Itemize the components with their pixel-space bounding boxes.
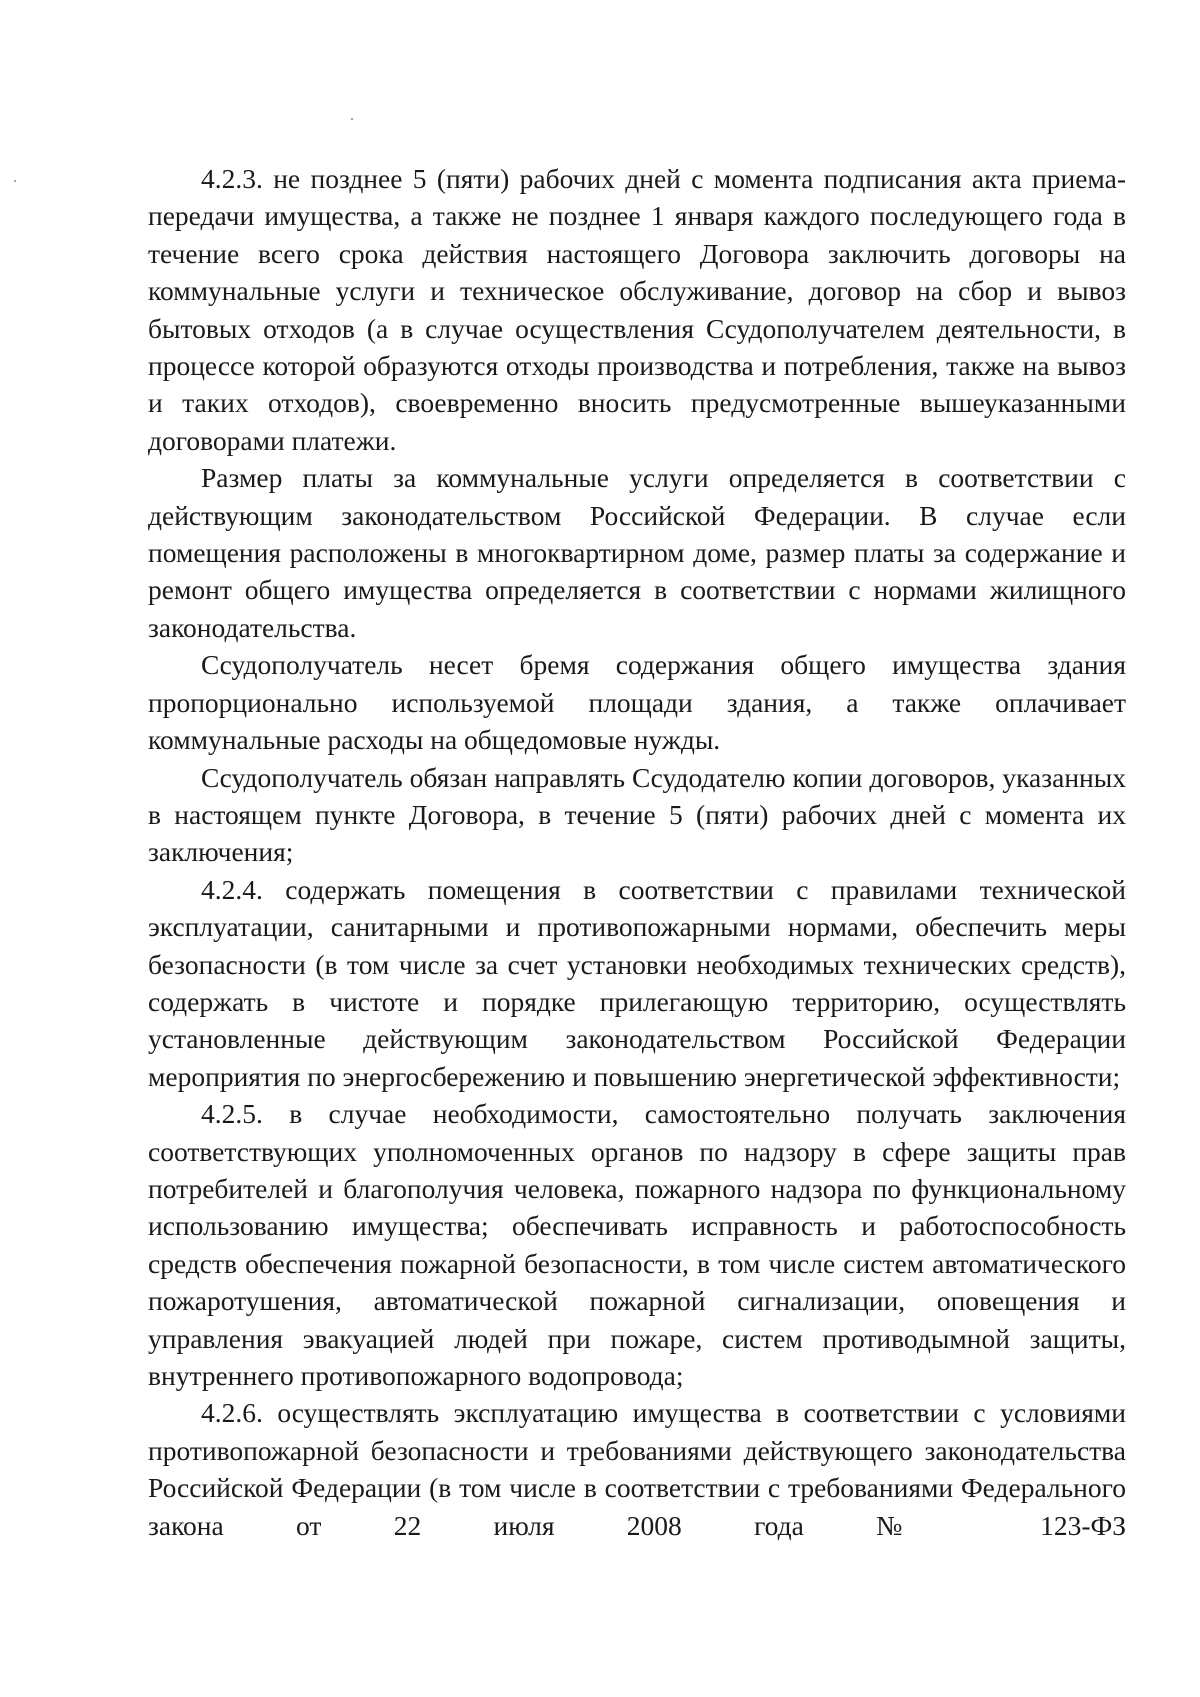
- paragraph-4-2-4: 4.2.4. содержать помещения в соответствии с правилами технической эксплуатации, санитарными и противопожарными нормами, обеспечить меры безопасности (в том числе за счет установки необходимых технических средств), содержать в чистоте и порядке прилегающую территорию, осуществлять установленные действующим законодательством Российской Федерации мероприятия по энергосбережению и повышению энергетической эффективности;: [148, 873, 1126, 1092]
- document-body: [148, 160, 1126, 1544]
- paragraph-utility-payment-size: Размер платы за коммунальные услуги определяется в соответствии с действующим законодательством Российской Федерации. В случае если помещения расположены в многоквартирном доме, размер платы за содержание и ремонт общего имущества определяется в соответствии с нормами жилищного законодательства.: [148, 462, 1126, 643]
- paragraph-contract-copies-obligation: Ссудополучатель обязан направлять Ссудодателю копии договоров, указанных в настоящем пункте Договора, в течение 5 (пяти) рабочих дней с момента их заключения;: [148, 761, 1126, 868]
- scan-speck: [14, 180, 16, 182]
- paragraph-4-2-6: 4.2.6. осуществлять эксплуатацию имущества в соответствии с условиями противопожарной безопасности и требованиями действующего законодательства Российской Федерации (в том числе в соответствии с требованиями Федерального закона от 22 июля 2008 года № 123-ФЗ: [148, 1397, 1126, 1541]
- scan-speck: [351, 118, 353, 120]
- paragraph-common-property-burden: Ссудополучатель несет бремя содержания общего имущества здания пропорционально используемой площади здания, а также оплачивает коммунальные расходы на общедомовые нужды.: [148, 649, 1126, 756]
- paragraph-4-2-3: 4.2.3. не позднее 5 (пяти) рабочих дней с момента подписания акта приема-передачи имущества, а также не позднее 1 января каждого последующего года в течение всего срока действия настоящего Договора заключить договоры на коммунальные услуги и техническое обслуживание, договор на сбор и вывоз бытовых отходов (а в случае осуществления Ссудополучателем деятельности, в процессе которой образуются отходы производства и потребления, также на вывоз и таких отходов), своевременно вносить предусмотренные вышеуказанными договорами платежи.: [148, 163, 1126, 456]
- paragraph-4-2-5: 4.2.5. в случае необходимости, самостоятельно получать заключения соответствующих уполномоченных органов по надзору в сфере защиты прав потребителей и благополучия человека, пожарного надзора по функциональному использованию имущества; обеспечивать исправность и работоспособность средств обеспечения пожарной безопасности, в том числе систем автоматического пожаротушения, автоматической пожарной сигнализации, оповещения и управления эвакуацией людей при пожаре, систем противодымной защиты, внутреннего противопожарного водопровода;: [148, 1098, 1126, 1391]
